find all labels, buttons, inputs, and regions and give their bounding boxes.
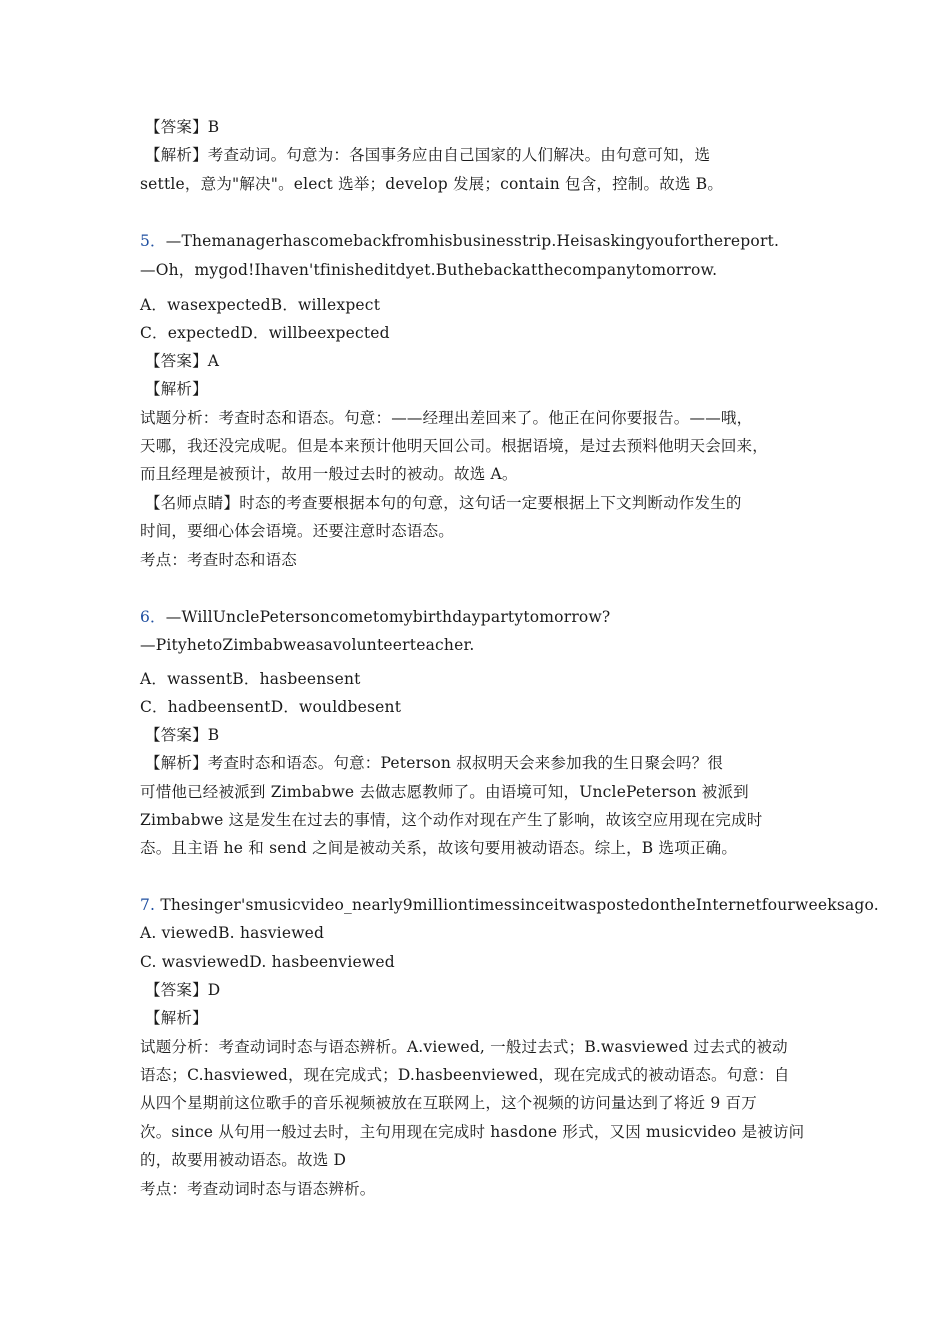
q6-number: 6．: [140, 608, 166, 626]
q7-options-cd: C. wasviewedD. hasbeenviewed: [140, 953, 395, 971]
q6-options-cd: C．hadbeensentD．wouldbesent: [140, 698, 402, 716]
q7-exam-point: 考点：考查动词时态与语态辨析。: [140, 1180, 376, 1198]
q6-answer: 【答案】B: [145, 726, 220, 744]
q5-options-ab: A．wasexpectedB．willexpect: [140, 296, 381, 314]
q7-analysis-line-5: 的，故要用被动语态。故选 D: [140, 1151, 347, 1169]
q7-analysis-line-4: 次。since 从句用一般过去时，主句用现在完成时 hasdone 形式，又因 musicvideo 是被访问: [140, 1123, 805, 1141]
q5-tip-line-2: 时间，要细心体会语境。还要注意时态语态。: [140, 522, 455, 540]
q5-options-cd: C．expectedD．willbeexpected: [140, 324, 390, 342]
q5-analysis-line-1: 试题分析：考查时态和语态。句意：——经理出差回来了。他正在问你要报告。——哦，: [140, 409, 753, 427]
q5-analysis-line-2: 天哪，我还没完成呢。但是本来预计他明天回公司。根据语境，是过去预料他明天会回来，: [140, 437, 769, 455]
q5-stem-line-1: [140, 231, 779, 251]
q5-number: 5．: [140, 232, 166, 250]
q5-stem-line-2: —Oh，mygod!Ihaven'tfinisheditdyet.Buthebackatthecompanytomorrow.: [140, 261, 718, 279]
q6-options-ab: A．wassentB．hasbeensent: [140, 670, 361, 688]
q6-analysis-line-2: 可惜他已经被派到 Zimbabwe 去做志愿教师了。由语境可知，UnclePeterson 被派到: [140, 783, 749, 801]
q7-analysis-line-2: 语态；C.hasviewed，现在完成式；D.hasbeenviewed，现在完成式的被动语态。句意：自: [140, 1066, 790, 1084]
q4-answer: 【答案】B: [145, 118, 220, 136]
q7-stem: [140, 895, 879, 915]
q6-analysis-line-1: 【解析】考查时态和语态。句意：Peterson 叔叔明天会来参加我的生日聚会吗？很: [145, 754, 724, 772]
q4-analysis-line-1: 【解析】考查动词。句意为：各国事务应由自己国家的人们解决。由句意可知，选: [145, 146, 711, 164]
q7-analysis-line-3: 从四个星期前这位歌手的音乐视频被放在互联网上，这个视频的访问量达到了将近 9 百万: [140, 1094, 757, 1112]
q4-analysis-line-2: settle，意为"解决"。elect 选举；develop 发展；contain 包含，控制。故选 B。: [140, 175, 724, 193]
q7-analysis-line-1: 试题分析：考查动词时态与语态辨析。A.viewed, 一般过去式；B.wasviewed 过去式的被动: [140, 1038, 788, 1056]
q7-answer: 【答案】D: [145, 981, 221, 999]
q7-number: 7.: [140, 896, 156, 914]
q5-exam-point: 考点：考查时态和语态: [140, 551, 298, 569]
q6-stem-text-1: —WillUnclePetersoncometomybirthdaypartytomorrow?: [165, 608, 611, 626]
q5-answer: 【答案】A: [145, 352, 220, 370]
q5-analysis-line-3: 而且经理是被预计，故用一般过去时的被动。故选 A。: [140, 465, 518, 483]
q7-stem-text: Thesinger'smusicvideo_nearly9milliontimessinceitwaspostedontheInternetfourweeksago.: [155, 896, 879, 914]
q6-stem-line-2: —PityhetoZimbabweasavolunteerteacher.: [140, 636, 475, 654]
q7-analysis-heading: 【解析】: [145, 1009, 208, 1027]
q5-tip-line-1: 【名师点睛】时态的考查要根据本句的句意，这句话一定要根据上下文判断动作发生的: [145, 494, 742, 512]
q7-options-ab: A. viewedB. hasviewed: [140, 924, 325, 942]
q5-analysis-heading: 【解析】: [145, 380, 208, 398]
q6-analysis-line-4: 态。且主语 he 和 send 之间是被动关系，故该句要用被动语态。综上，B 选项正确。: [140, 839, 738, 857]
q6-stem-line-1: [140, 607, 610, 627]
q6-analysis-line-3: Zimbabwe 这是发生在过去的事情，这个动作对现在产生了影响，故该空应用现在完成时: [140, 811, 763, 829]
q5-stem-text-1: —Themanagerhascomebackfromhisbusinesstrip.Heisaskingyouforthereport.: [165, 232, 780, 250]
